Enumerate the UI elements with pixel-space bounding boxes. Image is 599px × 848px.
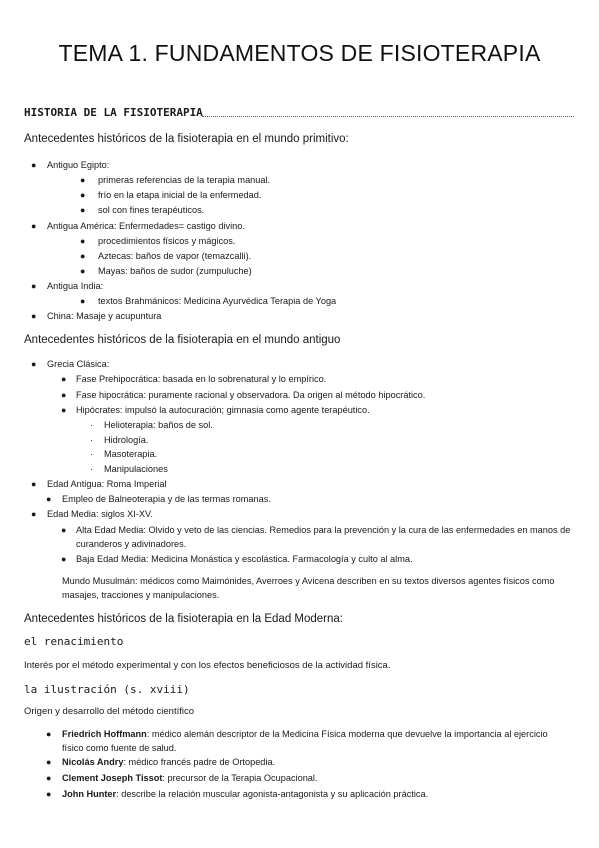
list-item: ● Aztecas: baños de vapor (temazcalli). xyxy=(80,251,252,261)
paragraph-mundo-musulman: Mundo Musulmán: médicos como Maimónides, Averroes y Avicena describen en su textos diversos agentes físicos como masajes, tracciones y manipulaciones. xyxy=(62,576,555,600)
list-item: · Helioterapia: baños de sol. xyxy=(90,420,213,430)
list-item: ● frío en la etapa inicial de la enfermedad. xyxy=(80,190,262,200)
list-item: ● Nicolás Andry: médico francés padre de Ortopedia. xyxy=(46,757,276,767)
list-item: ● Empleo de Balneoterapia y de las termas romanas. xyxy=(46,494,271,504)
list-item: ● Mayas: baños de sudor (zumpuluche) xyxy=(80,266,252,276)
list-item: ● Edad Antigua: Roma Imperial xyxy=(31,479,167,489)
list-item: ● Edad Media: siglos XI-XV. xyxy=(31,509,153,519)
section-heading xyxy=(24,106,574,122)
list-item: ● Antigua India: xyxy=(31,281,104,291)
list-item: ● China: Masaje y acupuntura xyxy=(31,311,162,321)
list-item: ● Fase Prehipocrática: basada en lo sobrenatural y lo empírico. xyxy=(61,374,327,384)
subheading-ilustracion: la ilustración (s. xviii) xyxy=(24,683,190,696)
list-item: ● Grecia Clásica: xyxy=(31,359,110,369)
section-title: HISTORIA DE LA FISIOTERAPIA xyxy=(24,106,203,119)
list-item: ● Clement Joseph Tissot: precursor de la Terapia Ocupacional. xyxy=(46,773,318,783)
subheading-renacimiento: el renacimiento xyxy=(24,635,124,648)
list-item: ● Hipócrates: impulsó la autocuración; gimnasia como agente terapéutico. xyxy=(61,405,370,415)
list-item: · Manipulaciones xyxy=(90,464,168,474)
list-item: ● Fase hipocrática: puramente racional y observadora. Da origen al método hipocrático. xyxy=(61,390,426,400)
list-item: ● John Hunter: describe la relación muscular agonista-antagonista y su aplicación práctica. xyxy=(46,789,429,799)
list-item: ● primeras referencias de la terapia manual. xyxy=(80,175,271,185)
section-dot-leader xyxy=(202,116,574,117)
list-item: ● procedimientos físicos y mágicos. xyxy=(80,236,236,246)
heading-mundo-antiguo: Antecedentes históricos de la fisioterapia en el mundo antiguo xyxy=(24,334,341,346)
list-item: ● Antiguo Egipto: xyxy=(31,160,110,170)
list-item: ● Friedrich Hoffmann: médico alemán descriptor de la Medicina Física moderna que devuelve la importancia al ejercicio físico como fuente de salud. xyxy=(46,729,548,753)
paragraph-ilustracion: Origen y desarrollo del método científico xyxy=(24,706,195,717)
list-item: · Hidrología. xyxy=(90,435,149,445)
list-item: ● Antigua América: Enfermedades= castigo divino. xyxy=(31,221,245,231)
list-item: ● sol con fines terapéuticos. xyxy=(80,205,205,215)
list-item: ● textos Brahmánicos: Medicina Ayurvédica Terapia de Yoga xyxy=(80,296,337,306)
list-item: ● Baja Edad Media: Medicina Monástica y escolástica. Farmacología y culto al alma. xyxy=(61,554,413,564)
heading-mundo-primitivo: Antecedentes históricos de la fisioterapia en el mundo primitivo: xyxy=(24,133,349,145)
list-item: ● Alta Edad Media: Olvido y veto de las ciencias. Remedios para la prevención y la cura de las enfermedades en manos de curanderos y adivinadores. xyxy=(61,525,571,549)
page-title: TEMA 1. FUNDAMENTOS DE FISIOTERAPIA xyxy=(58,40,541,66)
list-item: · Masoterapia. xyxy=(90,449,158,459)
paragraph-renacimiento: Interés por el método experimental y con los efectos beneficiosos de la actividad física. xyxy=(24,660,391,671)
heading-edad-moderna: Antecedentes históricos de la fisioterapia en la Edad Moderna: xyxy=(24,613,344,625)
